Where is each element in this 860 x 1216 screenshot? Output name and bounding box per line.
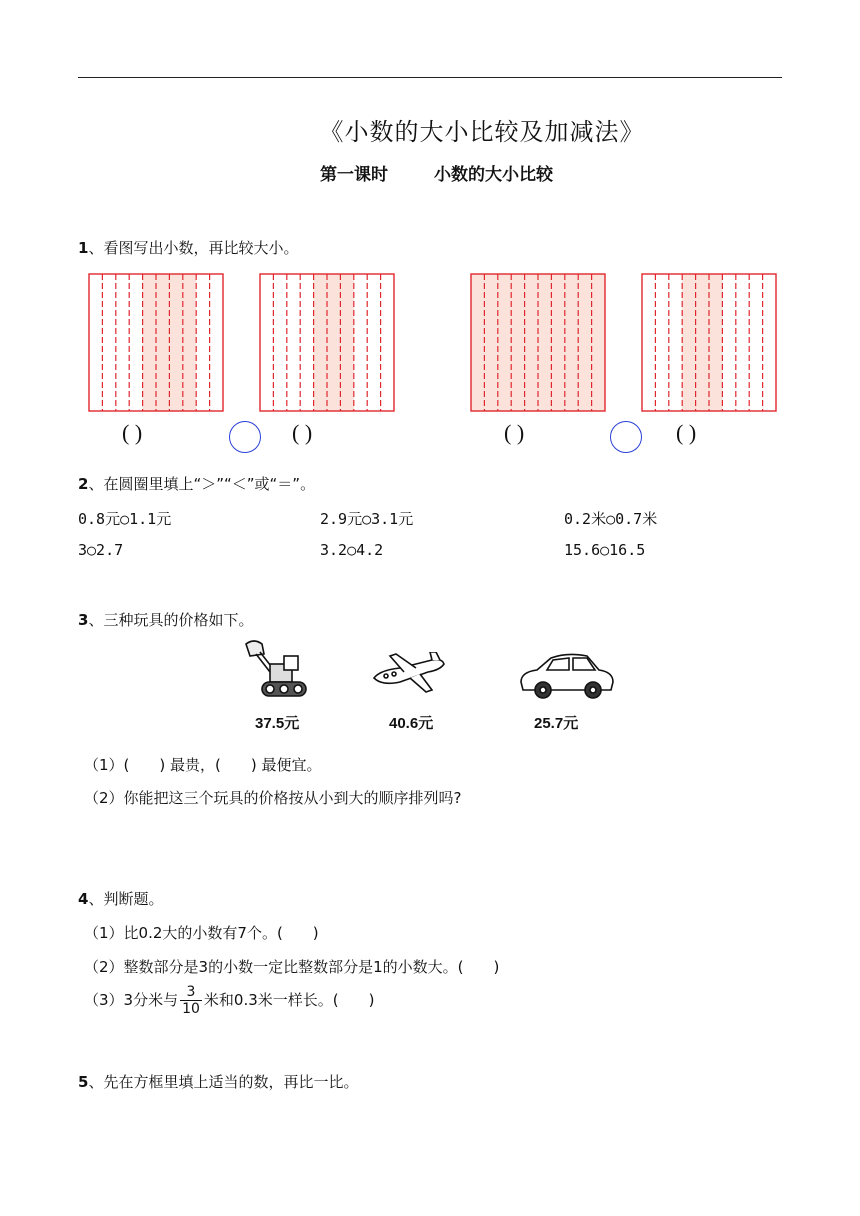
subtitle-topic: 小数的大小比较 <box>434 165 553 185</box>
question-5-number: 5 <box>78 1073 89 1091</box>
question-1-number: 1 <box>78 239 89 257</box>
fraction-denominator: 10 <box>182 1001 200 1017</box>
question-3-sub-1: （1）( ) 最贵，( ) 最便宜。 <box>84 756 322 774</box>
grid-shaded-area <box>682 274 722 411</box>
question-5 <box>78 1071 358 1092</box>
question-1-text: 、看图写出小数，再比较大小。 <box>88 239 299 257</box>
grid-shaded-area <box>314 274 354 411</box>
compare-item: 3○2.7 <box>78 541 124 559</box>
answer-paren-c[interactable]: ( ) <box>504 420 525 445</box>
question-2-number: 2 <box>78 475 89 493</box>
question-4 <box>78 888 163 909</box>
question-3-number: 3 <box>78 611 89 629</box>
compare-item: 0.8元○1.1元 <box>78 510 172 528</box>
question-2-text: 、在圆圈里填上“＞”“＜”或“＝”。 <box>88 475 316 493</box>
true-false-item: （1）比0.2大的小数有7个。( ) <box>84 924 319 942</box>
answer-paren-a[interactable]: ( ) <box>122 420 143 445</box>
question-2 <box>78 473 315 494</box>
question-4-text: 、判断题。 <box>88 890 164 908</box>
compare-circle-1[interactable] <box>229 421 261 453</box>
toy-price: 37.5元 <box>255 715 300 732</box>
question-3-text: 、三种玩具的价格如下。 <box>88 611 254 629</box>
lesson-subtitle <box>320 160 553 185</box>
question-5-text: 、先在方框里填上适当的数，再比一比。 <box>88 1073 359 1091</box>
item-3-suffix: 米和0.3米一样长。( ) <box>203 991 375 1009</box>
airplane-icon <box>370 652 452 696</box>
toy-price: 25.7元 <box>534 715 579 732</box>
car-icon <box>517 652 617 702</box>
question-1 <box>78 237 298 258</box>
toy-price: 40.6元 <box>389 715 434 732</box>
question-4-number: 4 <box>78 890 89 908</box>
true-false-item-3 <box>84 984 374 1017</box>
compare-item: 2.9元○3.1元 <box>320 510 414 528</box>
compare-item: 3.2○4.2 <box>320 541 384 559</box>
subtitle-period: 第一课时 <box>320 165 388 185</box>
true-false-item: （2）整数部分是3的小数一定比整数部分是1的小数大。( ) <box>84 958 500 976</box>
compare-item: 15.6○16.5 <box>564 541 646 559</box>
fraction-numerator: 3 <box>180 984 202 1001</box>
answer-paren-d[interactable]: ( ) <box>676 420 697 445</box>
question-3-sub-2: （2）你能把这三个玩具的价格按从小到大的顺序排列吗? <box>84 789 462 807</box>
answer-paren-b[interactable]: ( ) <box>292 420 313 445</box>
compare-item: 0.2米○0.7米 <box>564 510 658 528</box>
question-3 <box>78 609 253 630</box>
excavator-icon <box>240 638 312 704</box>
fraction <box>180 984 202 1017</box>
top-rule <box>78 77 782 78</box>
item-3-prefix: （3）3分米与 <box>84 991 179 1009</box>
compare-circle-2[interactable] <box>610 421 642 453</box>
page-title: 《小数的大小比较及加减法》 <box>319 118 645 146</box>
decimal-grids <box>0 270 860 415</box>
